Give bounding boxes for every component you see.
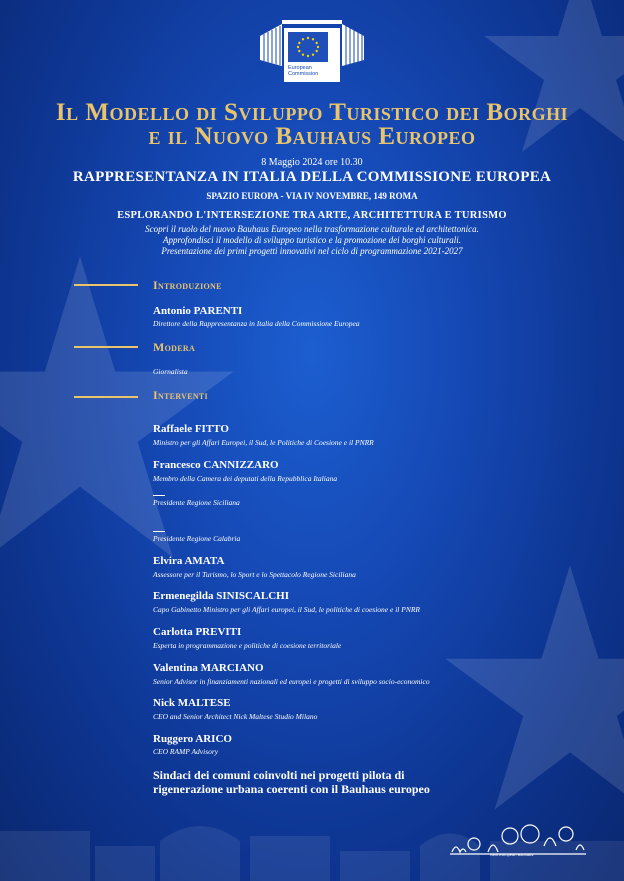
speaker-role: Presidente Regione Siciliana [153,498,240,507]
speaker-role: Direttore della Rappresentanza in Italia della Commissione Europea [153,319,360,328]
speaker-role: Presidente Regione Calabria [153,534,241,543]
speaker-role: Ministro per gli Affari Europei, il Sud, le Politiche di Coesione e il PNRR [153,438,374,447]
closing-line: rigenerazione urbana coerenti con il Bauhaus europeo [153,782,430,796]
section-divider [74,284,138,286]
moderator-role: Giornalista [153,367,188,376]
page-title: e il Nuovo Bauhaus Europeo [148,123,476,150]
speaker-role: Capo Gabinetto Ministro per gli Affari europei, il Sud, le politiche di coesione e il PNRR [153,605,420,614]
page-title: Il Modello di Sviluppo Turistico dei Borghi [55,99,569,126]
speaker-name-placeholder [153,495,165,496]
intro-line: Scopri il ruolo del nuovo Bauhaus Europeo nella trasformazione culturale ed architettonica. [145,224,479,234]
section-introduzione: Introduzione [153,278,222,292]
section-divider [74,346,138,348]
speaker-name: Raffaele FITTO [153,423,229,435]
section-modera: Modera [153,340,196,354]
intro-line: Approfondisci il modello di sviluppo turistico e la promozione dei borghi culturali. [163,235,461,245]
closing-line: Sindaci dei comuni coinvolti nei progetti pilota di [153,768,405,782]
speaker-role: CEO and Senior Architect Nick Maltese Studio Milano [153,712,318,721]
speaker-name: Ruggero ARICO [153,733,232,745]
logo-text [288,65,318,77]
speaker-name: Ermenegilda SINISCALCHI [153,590,289,602]
speaker-role: Assessore per il Turismo, lo Sport e lo Spettacolo Regione Siciliana [153,570,356,579]
european-commission-logo [258,10,366,84]
background-star-icon [0,250,243,570]
speaker-role: CEO RAMP Advisory [153,747,219,756]
speaker-name: Antonio PARENTI [153,305,243,317]
speaker-name: Carlotta PREVITI [153,626,242,638]
section-interventi: Interventi [153,388,208,402]
logo-text-line: Commission [288,71,319,77]
event-date: 8 Maggio 2024 ore 10.30 [261,157,363,168]
event-host: RAPPRESENTANZA IN ITALIA DELLA COMMISSIONE EUROPEA [72,169,552,185]
logo-text-line: European [288,65,312,71]
intro-heading: ESPLORANDO L'INTERSEZIONE TRA ARTE, ARCHITETTURA E TURISMO [117,210,507,221]
speaker-name: Francesco CANNIZZARO [153,459,279,471]
speaker-name: Nick MALTESE [153,697,231,709]
speaker-role: Membro della Camera dei deputati della Repubblica Italiana [153,474,338,483]
event-venue: SPAZIO EUROPA - VIA IV NOVEMBRE, 149 ROMA [206,191,418,201]
background-star-icon [440,560,624,820]
speaker-name: Elvira AMATA [153,555,225,567]
speaker-name: Valentina MARCIANO [153,662,264,674]
intro-line: Presentazione dei primi progetti innovativi nel ciclo di programmazione 2021-2027 [161,246,463,256]
section-divider [74,396,138,398]
speaker-role: Senior Advisor in finanziamenti nazionali ed europei e progetti di sviluppo socio-economico [153,677,430,686]
eu-flag-icon [288,32,328,62]
speaker-name-placeholder [153,531,165,532]
footer-logo-text: New European Bauhaus [490,852,534,857]
speaker-role: Esperta in programmazione e politiche di coesione territoriale [153,641,342,650]
new-european-bauhaus-logo [448,822,588,868]
